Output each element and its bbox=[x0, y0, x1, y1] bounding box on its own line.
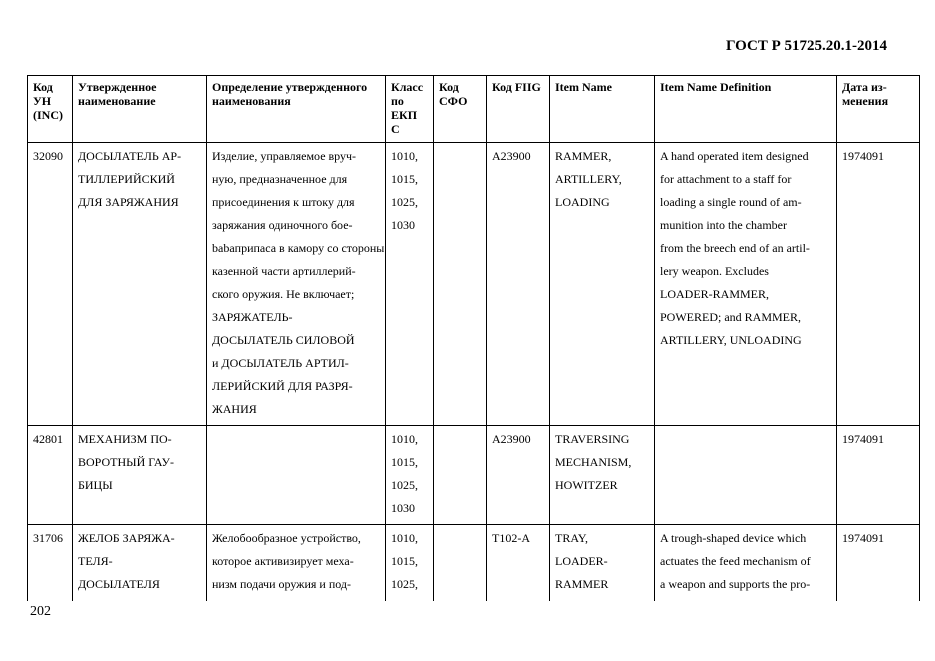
cell-definition-line: ЛЕРИЙСКИЙ ДЛЯ РАЗРЯ- bbox=[212, 379, 353, 393]
column-header-approved-name: Утвержденное наименование bbox=[73, 76, 207, 143]
cell-definition-line: казенной части артиллерий- bbox=[212, 264, 356, 278]
cell-approved-name-line: ЖЕЛОБ ЗАРЯЖА- bbox=[78, 531, 175, 545]
cell-class-line: 1015, bbox=[391, 172, 418, 186]
cell-item-name-line: TRAVERSING bbox=[555, 432, 630, 446]
cell-item-name-definition-line: A trough-shaped device which bbox=[660, 531, 807, 545]
cell-item-name-line: ARTILLERY, bbox=[555, 172, 622, 186]
cell-definition-line: присоединения к штоку для bbox=[212, 195, 355, 209]
cell-class-line: 1025, bbox=[391, 195, 418, 209]
table-header-row bbox=[28, 76, 920, 143]
cell-item-name-definition bbox=[655, 525, 837, 601]
cell-class-line: 1030 bbox=[391, 218, 415, 232]
cell-item-name-definition bbox=[655, 143, 837, 426]
cell-approved-name-line: МЕХАНИЗМ ПО- bbox=[78, 432, 172, 446]
cell-sfo-code bbox=[434, 525, 487, 601]
cell-item-name-line: MECHANISM, bbox=[555, 455, 632, 469]
cell-definition-line: ЗАРЯЖАТЕЛЬ- bbox=[212, 310, 293, 324]
document-number: ГОСТ Р 51725.20.1-2014 bbox=[725, 38, 887, 54]
cell-sfo-code bbox=[434, 426, 487, 525]
column-header-change-date: Дата из-менения bbox=[837, 76, 920, 143]
cell-class-line: 1010, bbox=[391, 432, 418, 446]
cell-approved-name bbox=[73, 143, 207, 426]
cell-item-name-definition-line: A hand operated item designed bbox=[660, 149, 809, 163]
cell-item-name-definition-line: lery weapon. Excludes bbox=[660, 264, 769, 278]
cell-definition-line: и ДОСЫЛАТЕЛЬ АРТИЛ- bbox=[212, 356, 349, 370]
cell-sfo-code bbox=[434, 143, 487, 426]
cell-class bbox=[386, 426, 434, 525]
cell-approved-name bbox=[73, 426, 207, 525]
cell-definition bbox=[207, 525, 386, 601]
cell-class-line: 1025, bbox=[391, 478, 418, 492]
table-row bbox=[28, 426, 920, 525]
cell-definition-line: которое активизирует меха- bbox=[212, 554, 354, 568]
cell-fiig-code: A23900 bbox=[487, 426, 550, 525]
column-header-class: Класс по ЕКП С bbox=[386, 76, 434, 143]
page-number: 202 bbox=[30, 604, 51, 619]
cell-item-name bbox=[550, 525, 655, 601]
specification-table bbox=[27, 75, 920, 601]
cell-definition-line: Желобообразное устройство, bbox=[212, 531, 361, 545]
cell-approved-name bbox=[73, 525, 207, 601]
cell-change-date: 1974091 bbox=[837, 143, 920, 426]
cell-class-line: 1030 bbox=[391, 501, 415, 515]
cell-item-name bbox=[550, 143, 655, 426]
cell-item-name-line: RAMMER bbox=[555, 577, 609, 591]
cell-definition-line: ЖАНИЯ bbox=[212, 402, 257, 416]
column-header-item-name: Item Name bbox=[550, 76, 655, 143]
column-header-item-name-definition: Item Name Definition bbox=[655, 76, 837, 143]
cell-item-name-line: TRAY, bbox=[555, 531, 589, 545]
column-header-sfo-code: Код СФО bbox=[434, 76, 487, 143]
column-header-fiig-code: Код FIIG bbox=[487, 76, 550, 143]
cell-class bbox=[386, 525, 434, 601]
table-row bbox=[28, 525, 920, 601]
cell-class-line: 1010, bbox=[391, 531, 418, 545]
cell-change-date: 1974091 bbox=[837, 426, 920, 525]
column-header-inc: Код УН (INC) bbox=[28, 76, 73, 143]
cell-change-date: 1974091 bbox=[837, 525, 920, 601]
cell-item-name-definition-line: for attachment to a staff for bbox=[660, 172, 792, 186]
cell-item-name-definition-line: from the breech end of an artil- bbox=[660, 241, 810, 255]
cell-item-name-line: RAMMER, bbox=[555, 149, 612, 163]
cell-inc-code: 32090 bbox=[28, 143, 73, 426]
cell-inc-code: 42801 bbox=[28, 426, 73, 525]
cell-class-line: 1015, bbox=[391, 455, 418, 469]
cell-item-name-definition-line: LOADER-RAMMER, bbox=[660, 287, 770, 301]
cell-definition bbox=[207, 143, 386, 426]
cell-class-line: 1015, bbox=[391, 554, 418, 568]
cell-definition-line: низм подачи оружия и под- bbox=[212, 577, 352, 591]
cell-fiig-code: T102-A bbox=[487, 525, 550, 601]
column-header-definition: Определение утвержденного наименования bbox=[207, 76, 386, 143]
cell-definition-line: babaприпаса в камору со стороны bbox=[212, 241, 385, 255]
cell-approved-name-line: БИЦЫ bbox=[78, 478, 113, 492]
cell-definition-line: ского оружия. Не включает; bbox=[212, 287, 355, 301]
cell-item-name-line: HOWITZER bbox=[555, 478, 618, 492]
cell-approved-name-line: ДЛЯ ЗАРЯЖАНИЯ bbox=[78, 195, 179, 209]
cell-class-line: 1010, bbox=[391, 149, 418, 163]
cell-definition bbox=[207, 426, 386, 525]
cell-approved-name-line: ТЕЛЯ- bbox=[78, 554, 113, 568]
cell-class-line: 1025, bbox=[391, 577, 418, 591]
table-body bbox=[28, 143, 920, 601]
cell-approved-name-line: ВОРОТНЫЙ ГАУ- bbox=[78, 455, 175, 469]
cell-class bbox=[386, 143, 434, 426]
cell-definition-line: заряжания одиночного бое- bbox=[212, 218, 353, 232]
cell-item-name-definition-line: actuates the feed mechanism of bbox=[660, 554, 811, 568]
cell-definition-line: ную, предназначенное для bbox=[212, 172, 348, 186]
cell-inc-code: 31706 bbox=[28, 525, 73, 601]
cell-item-name-definition-line: loading a single round of am- bbox=[660, 195, 802, 209]
cell-item-name-line: LOADER- bbox=[555, 554, 608, 568]
cell-definition-line: Изделие, управляемое вруч- bbox=[212, 149, 357, 163]
cell-item-name bbox=[550, 426, 655, 525]
cell-item-name-definition bbox=[655, 426, 837, 525]
cell-approved-name-line: ДОСЫЛАТЕЛЯ bbox=[78, 577, 160, 591]
table-row bbox=[28, 143, 920, 426]
cell-item-name-definition-line: a weapon and supports the pro- bbox=[660, 577, 811, 591]
cell-item-name-definition-line: ARTILLERY, UNLOADING bbox=[660, 333, 802, 347]
cell-item-name-line: LOADING bbox=[555, 195, 610, 209]
cell-item-name-definition-line: POWERED; and RAMMER, bbox=[660, 310, 801, 324]
cell-item-name-definition-line: munition into the chamber bbox=[660, 218, 787, 232]
cell-approved-name-line: ДОСЫЛАТЕЛЬ АР- bbox=[78, 149, 182, 163]
cell-definition-line: ДОСЫЛАТЕЛЬ СИЛОВОЙ bbox=[212, 333, 355, 347]
cell-fiig-code: A23900 bbox=[487, 143, 550, 426]
cell-approved-name-line: ТИЛЛЕРИЙСКИЙ bbox=[78, 172, 175, 186]
